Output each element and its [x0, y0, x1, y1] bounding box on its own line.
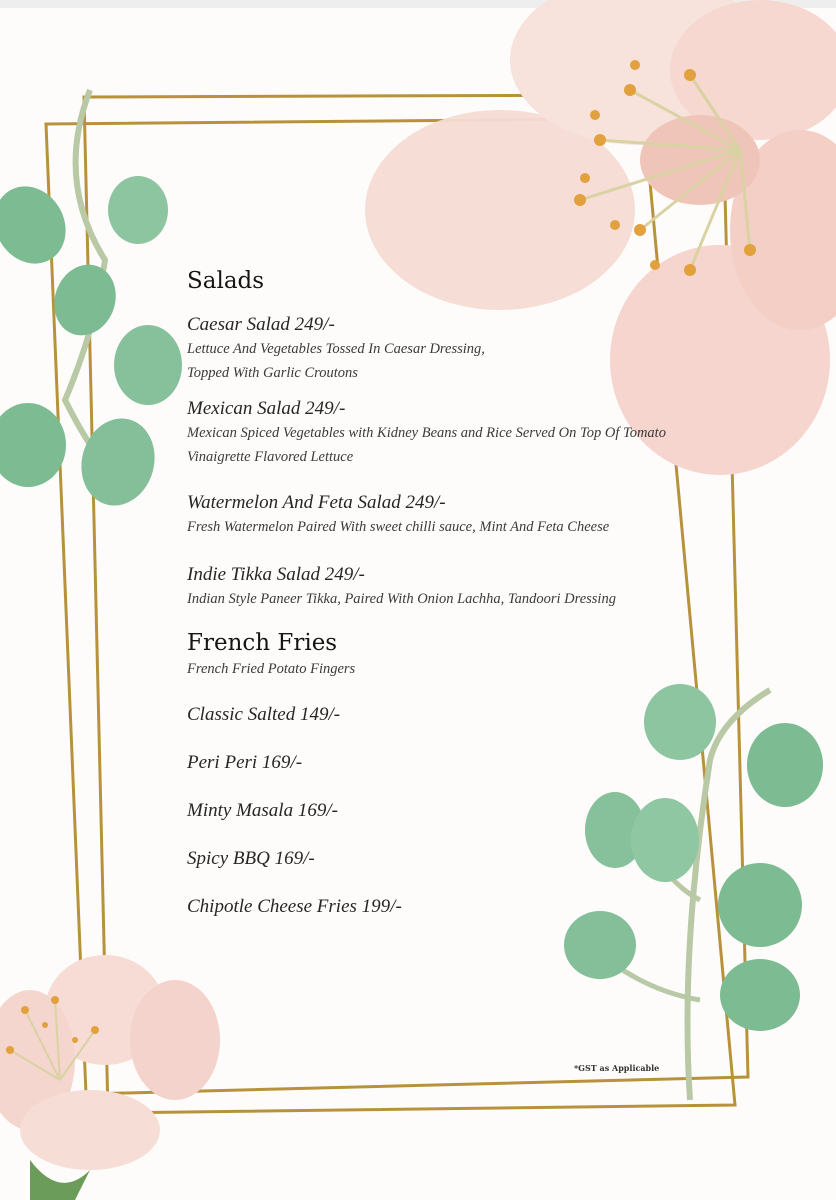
item-name: Classic Salted 149/- — [187, 704, 341, 725]
gst-footnote: *GST as Applicable — [574, 1063, 660, 1073]
item-description: Topped With Garlic Croutons — [187, 365, 358, 381]
item-description: Vinaigrette Flavored Lettuce — [187, 449, 354, 465]
section-title-salads: Salads — [187, 268, 265, 294]
item-name: Indie Tikka Salad 249/- — [187, 564, 365, 585]
menu-item — [187, 491, 727, 539]
item-name: Watermelon And Feta Salad 249/- — [187, 492, 446, 513]
item-name: Peri Peri 169/- — [187, 752, 303, 773]
item-description: Indian Style Paneer Tikka, Paired With Onion Lachha, Tandoori Dressing — [187, 591, 616, 607]
flower-illustration-bottom — [0, 955, 220, 1200]
menu-content — [187, 268, 727, 919]
leaf-branch-illustration — [0, 90, 182, 514]
section-title-french-fries: French Fries — [187, 630, 338, 656]
item-name: Chipotle Cheese Fries 199/- — [187, 896, 402, 917]
salads-section — [187, 268, 727, 611]
item-description: Lettuce And Vegetables Tossed In Caesar Dressing, — [187, 341, 485, 357]
item-name: Spicy BBQ 169/- — [187, 848, 315, 869]
menu-item — [187, 313, 727, 385]
item-name: Caesar Salad 249/- — [187, 314, 335, 335]
item-name: Mexican Salad 249/- — [187, 398, 346, 419]
item-description: Fresh Watermelon Paired With sweet chilli sauce, Mint And Feta Cheese — [187, 519, 610, 535]
french-fries-section — [187, 629, 727, 919]
menu-item — [187, 563, 727, 611]
item-description: Mexican Spiced Vegetables with Kidney Beans and Rice Served On Top Of Tomato — [187, 425, 666, 441]
item-name: Minty Masala 169/- — [187, 800, 338, 821]
section-subtitle: French Fried Potato Fingers — [187, 661, 356, 677]
menu-item — [187, 397, 727, 469]
